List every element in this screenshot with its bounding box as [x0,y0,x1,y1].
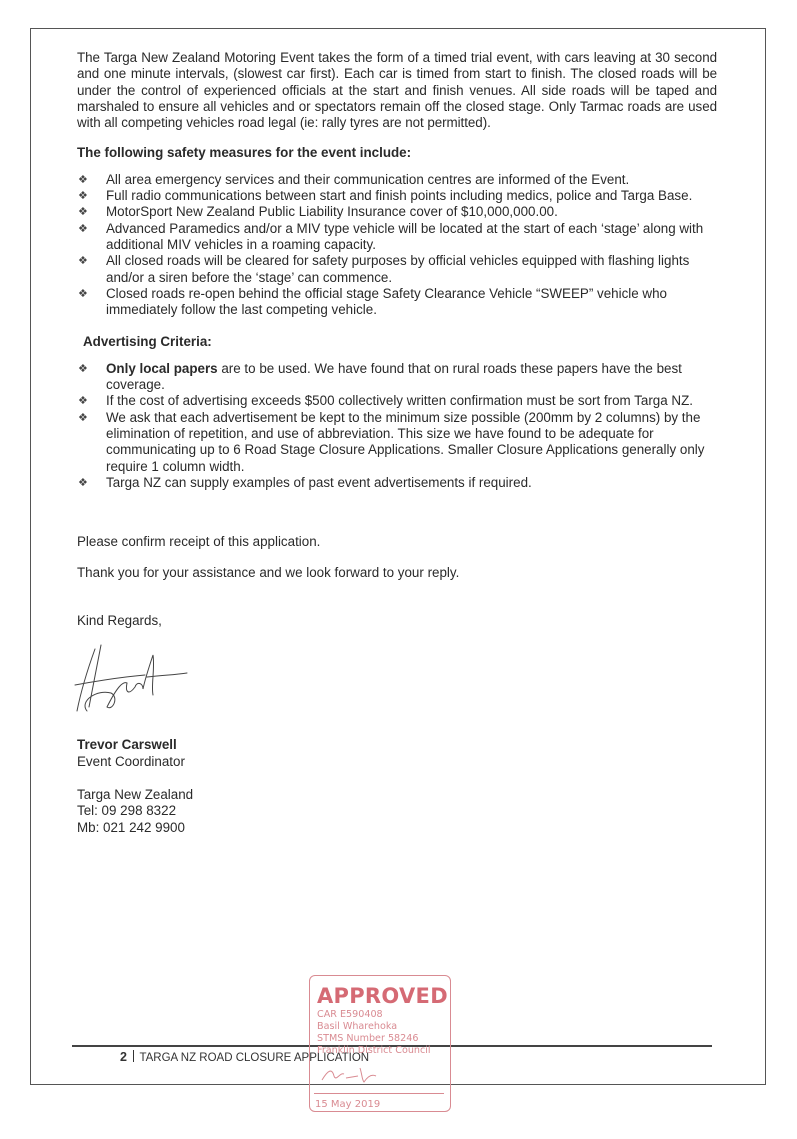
safety-list [77,172,717,319]
regards-text: Kind Regards, [77,612,162,628]
footer-separator [133,1050,135,1062]
list-item-text: All area emergency services and their communication centres are informed of the Event. [106,171,630,187]
stamp-title: APPROVED [317,984,448,1008]
list-item [77,221,717,254]
list-item-text: Advanced Paramedics and/or a MIV type vehicle will be located at the start of each ‘stage’ along with additional MIV vehicles in a roaming capacity. [106,220,704,252]
diamond-bullet-icon: ❖ [78,476,88,489]
phone-number: Tel: 09 298 8322 [77,803,177,819]
diamond-bullet-icon: ❖ [78,255,88,268]
list-item-text: Targa NZ can supply examples of past event advertisements if required. [106,474,532,490]
advertising-heading: Advertising Criteria: [83,334,212,350]
company-name: Targa New Zealand [77,786,194,802]
signer-title: Event Coordinator [77,753,185,769]
handwritten-signature [67,641,192,721]
diamond-bullet-icon: ❖ [78,222,88,235]
list-item-text: MotorSport New Zealand Public Liability Insurance cover of $10,000,000.00. [106,204,558,220]
list-item [77,188,717,204]
diamond-bullet-icon: ❖ [78,411,88,424]
list-item-text: are to be used. We have found that on rural roads these papers have the best coverage. [106,360,682,393]
diamond-bullet-icon: ❖ [78,362,88,375]
document-body [77,50,717,836]
mobile-number: Mb: 021 242 9900 [77,819,185,835]
thanks-text: Thank you for your assistance and we look forward to your reply. [77,565,460,581]
diamond-bullet-icon: ❖ [78,287,88,300]
list-item-text: If the cost of advertising exceeds $500 collectively written confirmation must be sort from Targa NZ. [106,393,693,409]
diamond-bullet-icon: ❖ [78,395,88,408]
safety-heading: The following safety measures for the event include: [77,145,412,161]
confirm-text: Please confirm receipt of this application. [77,534,321,550]
list-item-bold-text: Only local papers [106,360,218,376]
advertising-list [77,361,717,491]
list-item-text: All closed roads will be cleared for safety purposes by official vehicles equipped with flashing lights and/or a siren before the ‘stage’ can commence. [106,253,690,285]
list-item [77,410,717,475]
footer-title: TARGA NZ ROAD CLOSURE APPLICATION [139,1052,370,1064]
page-number: 2 [120,1050,127,1064]
stamp-stms-number: STMS Number 58246 [317,1033,419,1044]
list-item [77,253,717,286]
diamond-bullet-icon: ❖ [78,190,88,203]
list-item [77,361,717,394]
signer-name: Trevor Carswell [77,737,177,753]
approved-stamp [309,975,451,1112]
stamp-date: 15 May 2019 [315,1099,381,1110]
stamp-car-number: CAR E590408 [317,1009,383,1020]
intro-paragraph: The Targa New Zealand Motoring Event takes the form of a timed trial event, with cars leaving at 30 second and one minute intervals, (slowest car first). Each car is timed from start to finish. The closed roads will be under the control of experienced officials at the start and finish venues. All side roads will be taped and marshaled to ensure all vehicles and or spectators remain off the closed stage. Only Tarmac roads are used with all competing vehicles road legal (ie: rally tyres are not permitted). [77,50,717,131]
list-item [77,286,717,319]
diamond-bullet-icon: ❖ [78,173,88,186]
stamp-officer: Basil Wharehoka [317,1021,398,1032]
stamp-date-rule [314,1093,444,1094]
list-item-text: Closed roads re-open behind the official stage Safety Clearance Vehicle “SWEEP” vehicle who immediately follow the last competing vehicle. [106,285,667,318]
list-item [77,393,717,409]
list-item [77,204,717,220]
list-item-text: Full radio communications between start and finish points including medics, police and Targa Base. [106,188,693,204]
diamond-bullet-icon: ❖ [78,206,88,219]
contact-block [77,787,717,836]
stamp-council: Franklin District Council [317,1045,431,1056]
list-item [77,172,717,188]
list-item [77,475,717,491]
stamp-signature [318,1064,378,1086]
list-item-text: We ask that each advertisement be kept to the minimum size possible (200mm by 2 columns) by the elimination of repetition, and use of abbreviation. This size we have found to be adequate for communicating up to 6 Road Stage Closure Applications. Smaller Closure Applications generally only require 1 column width. [106,409,705,474]
